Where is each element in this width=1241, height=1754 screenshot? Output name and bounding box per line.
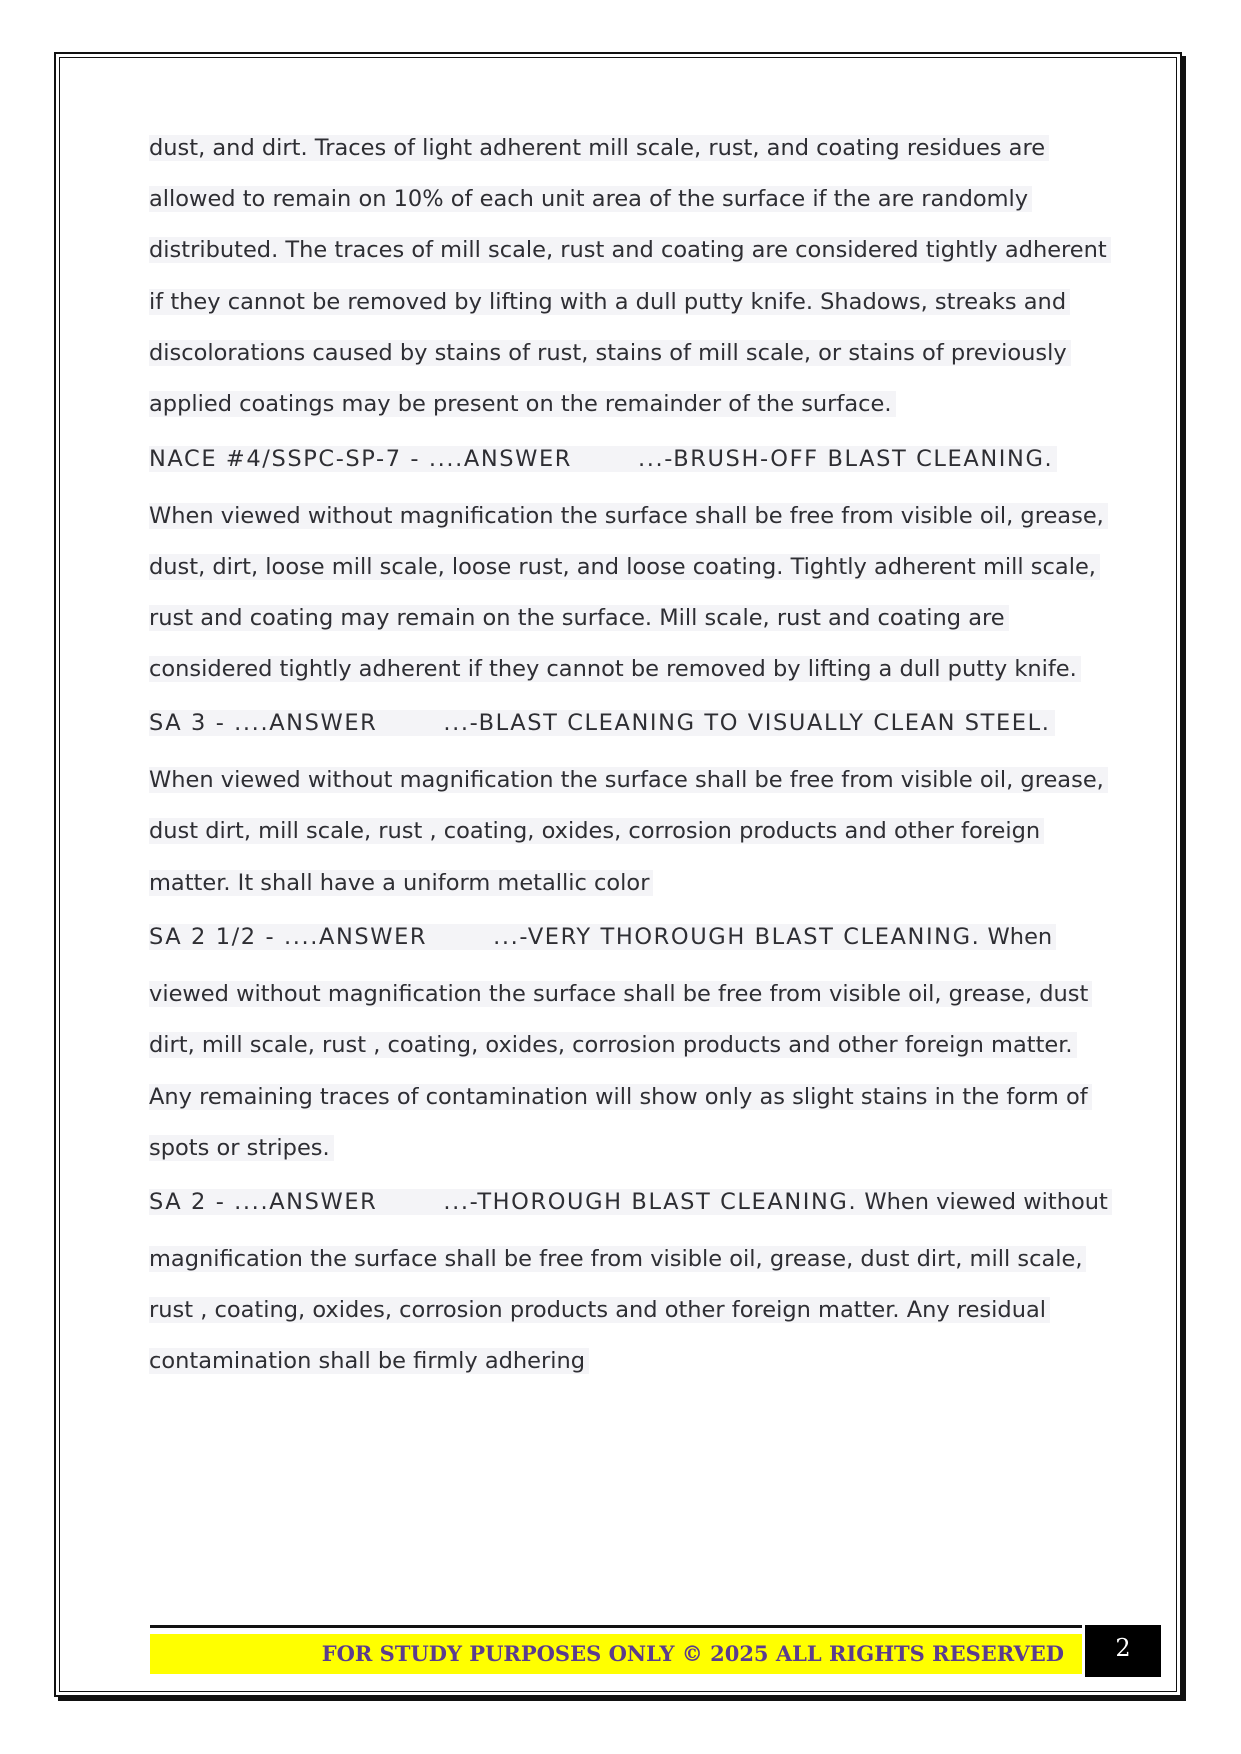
body-text-line <box>149 336 1071 370</box>
body-text-line <box>149 814 1044 848</box>
answer-continuation: When <box>980 924 1053 950</box>
footer-notice: FOR STUDY PURPOSES ONLY © 2025 ALL RIGHTS RESERVED <box>150 1634 1082 1674</box>
body-text-line <box>149 233 1111 267</box>
body-text-line <box>149 499 1108 533</box>
body-text: rust and coating may remain on the surface. Mill scale, rust and coating are <box>149 605 1009 631</box>
body-text-line <box>149 977 1092 1011</box>
body-text: dust, dirt, loose mill scale, loose rust, and loose coating. Tightly adherent mill scale, <box>149 554 1100 580</box>
question-label: SA 2 1/2 - ....ANSWER <box>149 924 428 950</box>
body-text-line <box>149 601 1009 635</box>
body-text-line <box>149 763 1108 797</box>
body-text: contamination shall be firmly adhering <box>149 1348 589 1374</box>
body-text: if they cannot be removed by lifting with a dull putty knife. Shadows, streaks and <box>149 289 1070 315</box>
body-text: considered tightly adherent if they cannot be removed by lifting a dull putty knife. <box>149 656 1081 682</box>
body-text: spots or stripes. <box>149 1135 334 1161</box>
question-label: SA 2 - ....ANSWER <box>149 1189 378 1215</box>
body-text-line <box>149 285 1070 319</box>
body-text-line <box>149 1131 334 1165</box>
body-text-line <box>149 387 896 421</box>
answer-text: ...-THOROUGH BLAST CLEANING. <box>443 1189 858 1215</box>
body-text: dust, and dirt. Traces of light adherent mill scale, rust, and coating residues are <box>149 135 1049 161</box>
body-text: magnification the surface shall be free from visible oil, grease, dust dirt, mill scale, <box>149 1246 1086 1272</box>
body-text: matter. It shall have a uniform metallic color <box>149 870 653 896</box>
question-label: SA 3 - ....ANSWER <box>149 710 378 736</box>
body-text-line <box>149 182 1032 216</box>
answer-text: ...-VERY THOROUGH BLAST CLEANING. <box>493 924 981 950</box>
body-text: Any remaining traces of contamination will show only as slight stains in the form of <box>149 1084 1092 1110</box>
body-text-line <box>149 1080 1092 1114</box>
body-text-line <box>149 652 1081 686</box>
body-text-line <box>149 866 653 900</box>
body-text: When viewed without magnification the surface shall be free from visible oil, grease, <box>149 767 1108 793</box>
body-text-line <box>149 550 1100 584</box>
question-label: NACE #4/SSPC-SP-7 - ....ANSWER <box>149 446 573 472</box>
answer-continuation: When viewed without <box>857 1189 1108 1215</box>
answer-text: ...-BLAST CLEANING TO VISUALLY CLEAN STEEL. <box>443 710 1051 736</box>
body-text: viewed without magnification the surface shall be free from visible oil, grease, dust <box>149 981 1092 1007</box>
body-text: dust dirt, mill scale, rust , coating, oxides, corrosion products and other foreign <box>149 818 1044 844</box>
body-text: discolorations caused by stains of rust, stains of mill scale, or stains of previously <box>149 340 1071 366</box>
body-text: When viewed without magnification the surface shall be free from visible oil, grease, <box>149 503 1108 529</box>
question-line <box>149 920 1056 954</box>
body-text: dirt, mill scale, rust , coating, oxides, corrosion products and other foreign matter. <box>149 1032 1077 1058</box>
body-text-line <box>149 1028 1077 1062</box>
body-text: distributed. The traces of mill scale, rust and coating are considered tightly adherent <box>149 237 1111 263</box>
body-text-line <box>149 1293 1050 1327</box>
footer-rule <box>150 1625 1082 1628</box>
body-text: applied coatings may be present on the remainder of the surface. <box>149 391 896 417</box>
body-text-line <box>149 1242 1086 1276</box>
body-text: rust , coating, oxides, corrosion products and other foreign matter. Any residual <box>149 1297 1050 1323</box>
page-number: 2 <box>1085 1625 1161 1677</box>
body-text: allowed to remain on 10% of each unit area of the surface if the are randomly <box>149 186 1032 212</box>
question-line <box>149 706 1055 740</box>
answer-text: ...-BRUSH-OFF BLAST CLEANING. <box>638 446 1054 472</box>
question-line <box>149 1185 1112 1219</box>
body-text-line <box>149 1344 589 1378</box>
body-text-line <box>149 131 1049 165</box>
question-line <box>149 442 1057 476</box>
